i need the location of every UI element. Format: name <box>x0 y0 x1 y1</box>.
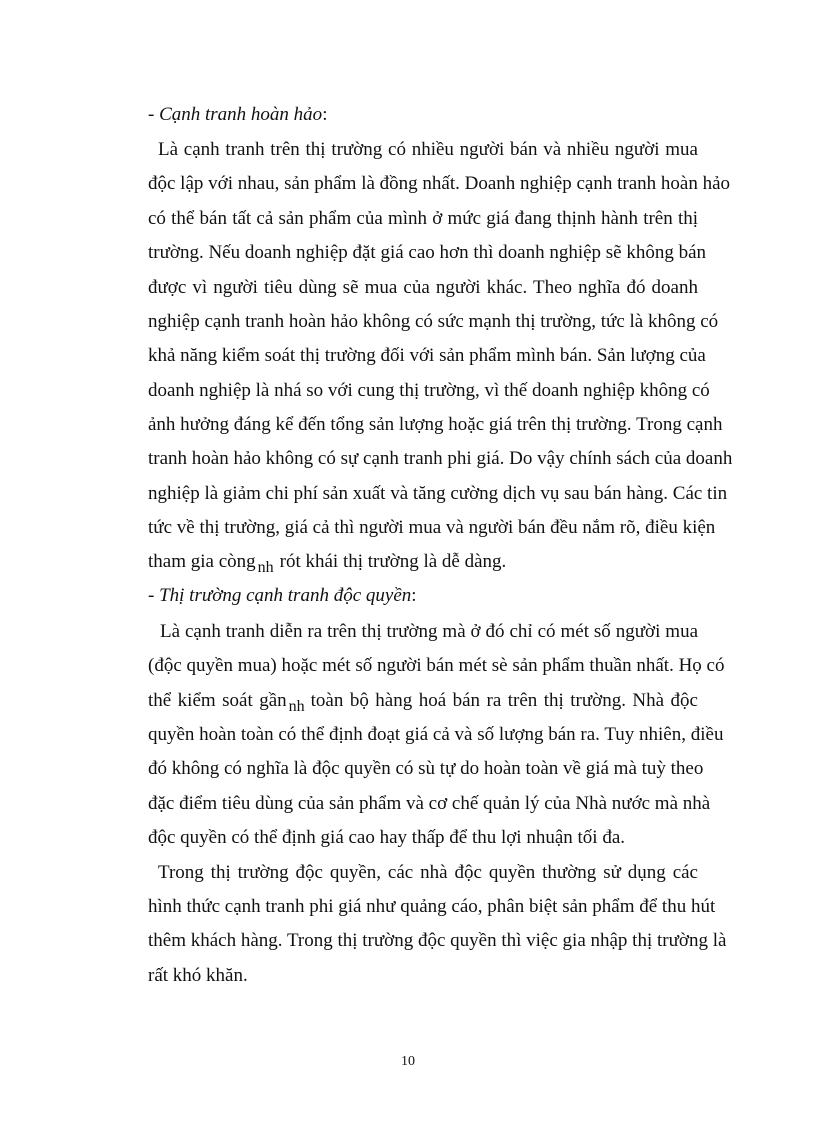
paragraph-line: (độc quyền mua) hoặc mét số người bán mét sè sản phẩm thuần nhất. Họ có <box>148 655 725 676</box>
paragraph-line: nghiệp cạnh tranh hoàn hảo không có sức mạnh thị trường, tức là không có <box>148 311 719 332</box>
paragraph-line: doanh nghiệp là nhá so với cung thị trường, vì thế doanh nghiệp không có <box>148 380 710 401</box>
paragraph-line: Là cạnh tranh trên thị trường có nhiều người bán và nhiều người mua <box>158 139 698 160</box>
paragraph-line: tranh hoàn hảo không có sự cạnh tranh phi giá. Do vậy chính sách của doanh <box>148 448 733 469</box>
paragraph-line: độc lập với nhau, sản phẩm là đồng nhất. Doanh nghiệp cạnh tranh hoàn hảo <box>148 173 731 194</box>
paragraph-line: rất khó khăn. <box>148 965 248 986</box>
paragraph-line: tham gia còng $_{nh}$ rót khái thị trường là dễ dàng. <box>148 551 507 576</box>
paragraph-line: nghiệp là giảm chi phí sản xuất và tăng cường dịch vụ sau bán hàng. Các tin <box>148 483 728 504</box>
paragraph-line: đó không có nghĩa là độc quyền có sù tự do hoàn toàn về giá mà tuỳ theo <box>148 758 704 779</box>
section-heading-monopolistic-competition: - Thị trường cạnh tranh độc quyền: <box>148 585 417 606</box>
subscript-artifact: nh <box>257 559 274 576</box>
paragraph-line: có thể bán tất cả sản phẩm của mình ở mức giá đang thịnh hành trên thị <box>148 208 698 229</box>
paragraph-line: hình thức cạnh tranh phi giá như quảng cáo, phân biệt sản phẩm để thu hút <box>148 896 716 917</box>
paragraph-line: trường. Nếu doanh nghiệp đặt giá cao hơn thì doanh nghiệp sẽ không bán <box>148 242 707 263</box>
paragraph-line: thể kiểm soát gần $_{nh}$ toàn bộ hàng hoá bán ra trên thị trường. Nhà độc <box>148 690 698 715</box>
paragraph-line: Là cạnh tranh diễn ra trên thị trường mà ở đó chỉ có mét số người mua <box>160 621 698 642</box>
paragraph-line: tức về thị trường, giá cả thì người mua và người bán đều nắm rõ, điều kiện <box>148 517 716 538</box>
section-heading-perfect-competition: - Cạnh tranh hoàn hảo: <box>148 104 328 125</box>
paragraph-line: đặc điểm tiêu dùng của sản phẩm và cơ chế quản lý của Nhà nước mà nhà <box>148 793 711 814</box>
paragraph-line: quyền hoàn toàn có thể định đoạt giá cả và số lượng bán ra. Tuy nhiên, điều <box>148 724 724 745</box>
paragraph-line: được vì người tiêu dùng sẽ mua của người khác. Theo nghĩa đó doanh <box>148 277 698 298</box>
page-number: 10 <box>401 1054 415 1069</box>
paragraph-line: thêm khách hàng. Trong thị trường độc quyền thì việc gia nhập thị trường là <box>148 930 727 951</box>
paragraph-line: độc quyền có thể định giá cao hay thấp để thu lợi nhuận tối đa. <box>148 827 626 848</box>
subscript-artifact: nh <box>288 698 305 715</box>
paragraph-line: khả năng kiểm soát thị trường đối với sản phẩm mình bán. Sản lượng của <box>148 345 706 366</box>
paragraph-line: ảnh hưởng đáng kể đến tổng sản lượng hoặc giá trên thị trường. Trong cạnh <box>148 414 723 435</box>
paragraph-line: Trong thị trường độc quyền, các nhà độc quyền thường sử dụng các <box>158 862 698 883</box>
